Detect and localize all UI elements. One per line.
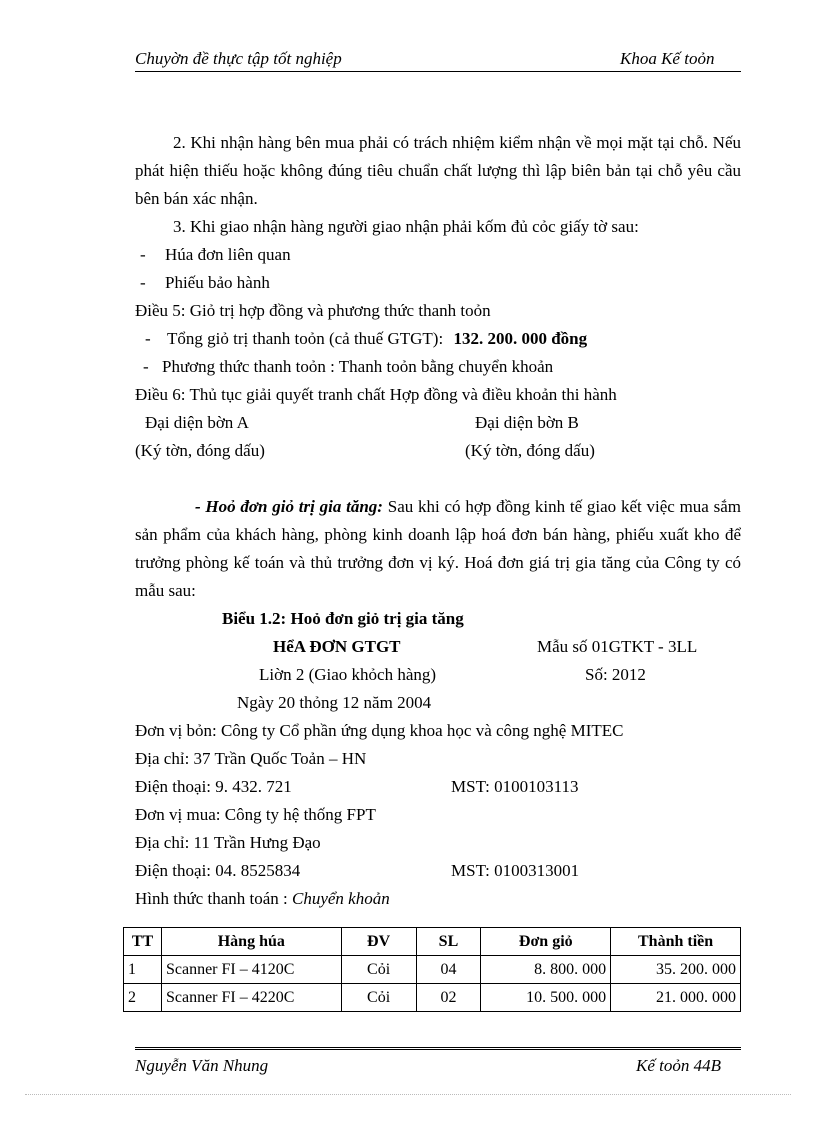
total-value-amount: 132. 200. 000 đồng <box>453 329 588 348</box>
paragraph-receiving: 2. Khi nhận hàng bên mua phải có trách nhiệm kiểm nhận về mọi mặt tại chỗ. Nếu phát hiện thiếu hoặc không đúng tiêu chuẩn chất lượng thì lập biên bản tại chỗ yêu cầu bên bán xác nhận. <box>135 133 741 208</box>
signature-b: (Ký tờn, đóng dấu) <box>465 441 595 460</box>
cell-index: 1 <box>124 956 162 984</box>
footer-left: Nguyễn Văn Nhung <box>135 1056 269 1075</box>
seller-tax-code: MST: 0100103113 <box>451 777 579 796</box>
list-dash: - <box>140 245 146 264</box>
list-item-invoice: Húa đơn liên quan <box>165 245 291 264</box>
column-header-unit-price: Đơn giỏ <box>481 928 611 956</box>
list-dash: - <box>145 329 151 348</box>
buyer-address: Địa chỉ: 11 Trần Hưng Đạo <box>135 833 321 852</box>
cell-amount: 35. 200. 000 <box>611 956 741 984</box>
cell-goods: Scanner FI – 4120C <box>161 956 341 984</box>
column-header-goods: Hàng húa <box>161 928 341 956</box>
cell-unit-price: 8. 800. 000 <box>481 956 611 984</box>
representative-a: Đại diện bờn A <box>145 413 249 432</box>
cell-unit: Cỏi <box>341 956 416 984</box>
column-header-amount: Thành tiền <box>611 928 741 956</box>
payment-method-line: Phương thức thanh toỏn : Thanh toỏn bằng chuyển khoản <box>162 357 554 376</box>
footer-rule <box>135 1047 741 1050</box>
cell-quantity: 02 <box>416 984 481 1012</box>
seller-phone: Điện thoại: 9. 432. 721 <box>135 777 292 796</box>
list-dash: - <box>140 273 146 292</box>
cell-index: 2 <box>124 984 162 1012</box>
invoice-copy: Liờn 2 (Giao khỏch hàng) <box>259 665 437 684</box>
vat-description: Sau khi có hợp đồng kinh tế giao kết việc mua sắm sản phẩm của khách hàng, phòng kinh doanh lập hoá đơn bán hàng, phiếu xuất kho để trưởng phòng kế toán và thủ trưởng đơn vị ký. Hoá đơn giá trị gia tăng của Công ty có mẫu sau: <box>135 497 741 600</box>
invoice-items-table <box>123 927 741 1012</box>
cell-goods: Scanner FI – 4220C <box>161 984 341 1012</box>
invoice-date: Ngày 20 thỏng 12 năm 2004 <box>237 693 432 712</box>
table-header-row <box>124 928 741 956</box>
seller-name: Đơn vị bỏn: Công ty Cổ phần ứng dụng khoa học và công nghệ MITEC <box>135 721 624 740</box>
payment-form-value: Chuyển khoản <box>292 889 390 908</box>
total-value-line <box>167 325 587 353</box>
total-value-label: Tổng giỏ trị thanh toỏn (cả thuế GTGT): <box>167 329 444 348</box>
cell-quantity: 04 <box>416 956 481 984</box>
header-right: Khoa Kế toỏn <box>620 49 715 68</box>
buyer-name: Đơn vị mua: Công ty hệ thống FPT <box>135 805 376 824</box>
cell-unit: Cỏi <box>341 984 416 1012</box>
paragraph-vat-invoice <box>135 493 741 605</box>
signature-a: (Ký tờn, đóng dấu) <box>135 441 265 460</box>
buyer-tax-code: MST: 0100313001 <box>451 861 580 880</box>
invoice-form-number: Mẫu số 01GTKT - 3LL <box>537 637 698 656</box>
payment-form-label: Hình thức thanh toán : <box>135 889 288 908</box>
header-left: Chuyờn đề thực tập tốt nghiệp <box>135 49 342 68</box>
page-edge-line <box>25 1094 791 1095</box>
paragraph-documents: 3. Khi giao nhận hàng người giao nhận phải kốm đủ cỏc giấy tờ sau: <box>173 217 639 236</box>
invoice-caption: Biểu 1.2: Hoỏ đơn giỏ trị gia tăng <box>222 609 464 628</box>
buyer-phone: Điện thoại: 04. 8525834 <box>135 861 301 880</box>
invoice-number: Số: 2012 <box>585 665 646 684</box>
column-header-index: TT <box>124 928 162 956</box>
seller-address: Địa chỉ: 37 Trần Quốc Toản – HN <box>135 749 367 768</box>
table-row <box>124 984 741 1012</box>
vat-heading: - Hoỏ đơn giỏ trị gia tăng: <box>195 497 383 516</box>
list-dash: - <box>143 357 149 376</box>
table-row <box>124 956 741 984</box>
invoice-title: HểA ĐƠN GTGT <box>273 637 401 656</box>
column-header-unit: ĐV <box>341 928 416 956</box>
footer-right: Kế toỏn 44B <box>636 1056 721 1075</box>
list-item-warranty: Phiếu bảo hành <box>165 273 270 292</box>
article-6: Điều 6: Thủ tục giải quyết tranh chất Hợp đồng và điều khoản thi hành <box>135 385 617 404</box>
header-rule <box>135 71 741 72</box>
payment-form <box>135 885 390 913</box>
representative-b: Đại diện bờn B <box>475 413 579 432</box>
cell-unit-price: 10. 500. 000 <box>481 984 611 1012</box>
column-header-quantity: SL <box>416 928 481 956</box>
cell-amount: 21. 000. 000 <box>611 984 741 1012</box>
article-5: Điều 5: Giỏ trị hợp đồng và phương thức thanh toỏn <box>135 301 491 320</box>
